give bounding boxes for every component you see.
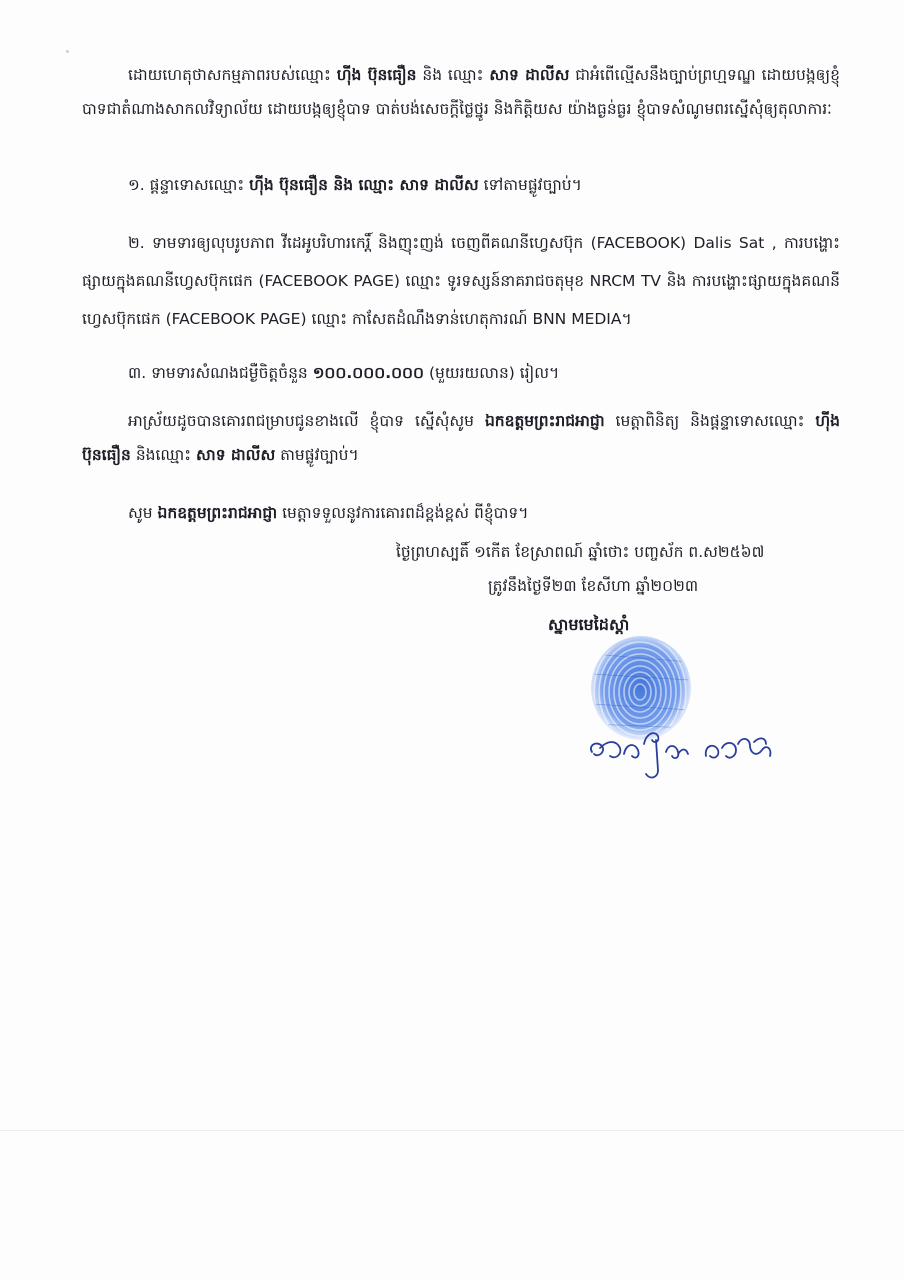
page-footer-edge bbox=[0, 1130, 904, 1131]
para2-name-2: សាទ ដាលីស bbox=[196, 446, 276, 464]
para2-text-1: អាស្រ័យដូចបានគោរពជម្រាបជូនខាងលើ ខ្ញុំបាទ ស្នើសុំសូម bbox=[128, 412, 485, 430]
defendant-name-1: ហ៊ីង ប៊ុនធឿន bbox=[336, 66, 417, 84]
scan-speck bbox=[66, 50, 69, 53]
solar-date: ត្រូវនឹងថ្ងៃទី២៣ ខែសីហា ឆ្នាំ២០២៣ bbox=[488, 577, 699, 595]
intro-text-3: ជាអំពើល្មើសនឹងច្បាប់ព្រហ្មទណ្ឌ ដោយបង្កឲ្យខ្ញុំបាទជាតំណាងសាកលវិទ្យាល័យ ដោយបង្កឲ្យខ្ញុំបាទ បាត់បង់សេចក្តីថ្លៃថ្នូរ និងកិត្តិយស យ៉ាងធ្ងន់ធ្ងរ ខ្ញុំបាទសំណូមពរស្នើសុំឲ្យតុលាការៈ bbox=[82, 66, 840, 118]
request-item-3 bbox=[82, 356, 840, 390]
item3-text-1: ៣. ទាមទារសំណងជម្ងឺចិត្តចំនួន bbox=[128, 364, 313, 382]
para3-text-2: មេត្តាទទួលនូវការគោរពដ៏ខ្ពង់ខ្ពស់ ពីខ្ញុំបាទ។ bbox=[277, 504, 529, 522]
lunar-date: ថ្ងៃព្រហស្បតិ៍ ១កើត ខែស្រាពណ៍ ឆ្នាំថោះ បញ្ចស័ក ព.ស២៥៦៧ bbox=[396, 543, 765, 561]
request-item-1 bbox=[82, 168, 840, 202]
item1-names: ហ៊ីង ប៊ុនធឿន និង ឈ្មោះ សាទ ដាលីស bbox=[249, 176, 479, 194]
intro-text-2: និង ឈ្មោះ bbox=[416, 66, 490, 84]
right-thumbprint-label: ស្នាមមេដៃស្តាំ bbox=[548, 615, 630, 634]
signature-text: សោទៀន សាវីន bbox=[682, 784, 690, 785]
closing-prosecutor-title: ឯកឧត្តមព្រះរាជអាជ្ញា bbox=[157, 504, 278, 522]
prosecutor-title: ឯកឧត្តមព្រះរាជអាជ្ញា bbox=[484, 412, 605, 430]
request-paragraph bbox=[82, 404, 840, 472]
closing-paragraph bbox=[82, 496, 840, 530]
item1-text-2: ទៅតាមផ្លូវច្បាប់។ bbox=[478, 176, 582, 194]
compensation-amount: ១០០.០០០.០០០ bbox=[312, 364, 425, 382]
item3-text-2: (មួយរយលាន) រៀល។ bbox=[424, 364, 560, 382]
para3-text-1: សូម bbox=[128, 504, 158, 522]
handwritten-signature bbox=[586, 726, 786, 786]
defendant-name-2: សាទ ដាលីស bbox=[489, 66, 570, 84]
para2-text-2: មេត្តាពិនិត្យ និងផ្តន្ទាទោសឈ្មោះ bbox=[604, 412, 816, 430]
request-item-2 bbox=[82, 224, 840, 338]
item2-text: ២. ទាមទារឲ្យលុបរូបភាព វីដេអូបរិហារកេរ្តិ៍ និងញុះញង់ ចេញពីគណនីហ្វេសប៊ុក (FACEBOOK) Dalis Sat , ការបង្ហោះផ្សាយក្នុងគណនីហ្វេសប៊ុកផេក (FACEBOOK PAGE) ឈ្មោះ ទូរទស្សន៍នាគរាជចតុមុខ NRCM TV និង ការបង្ហោះផ្សាយក្នុងគណនីហ្វេសប៊ុកផេក (FACEBOOK PAGE) ឈ្មោះ កាសែតដំណឹងទាន់ហេតុការណ៍ BNN MEDIA។ bbox=[82, 234, 840, 328]
intro-text-1: ដោយហេតុថាសកម្មភាពរបស់ឈ្មោះ bbox=[128, 66, 337, 84]
intro-paragraph bbox=[82, 58, 840, 126]
para2-name-1: ហ៊ីង ប៊ុនធឿន bbox=[82, 412, 840, 464]
item1-text-1: ១. ផ្តន្ទាទោសឈ្មោះ bbox=[128, 176, 250, 194]
para2-text-4: តាមផ្លូវច្បាប់។ bbox=[275, 446, 359, 464]
para2-text-3: និងឈ្មោះ bbox=[130, 446, 197, 464]
